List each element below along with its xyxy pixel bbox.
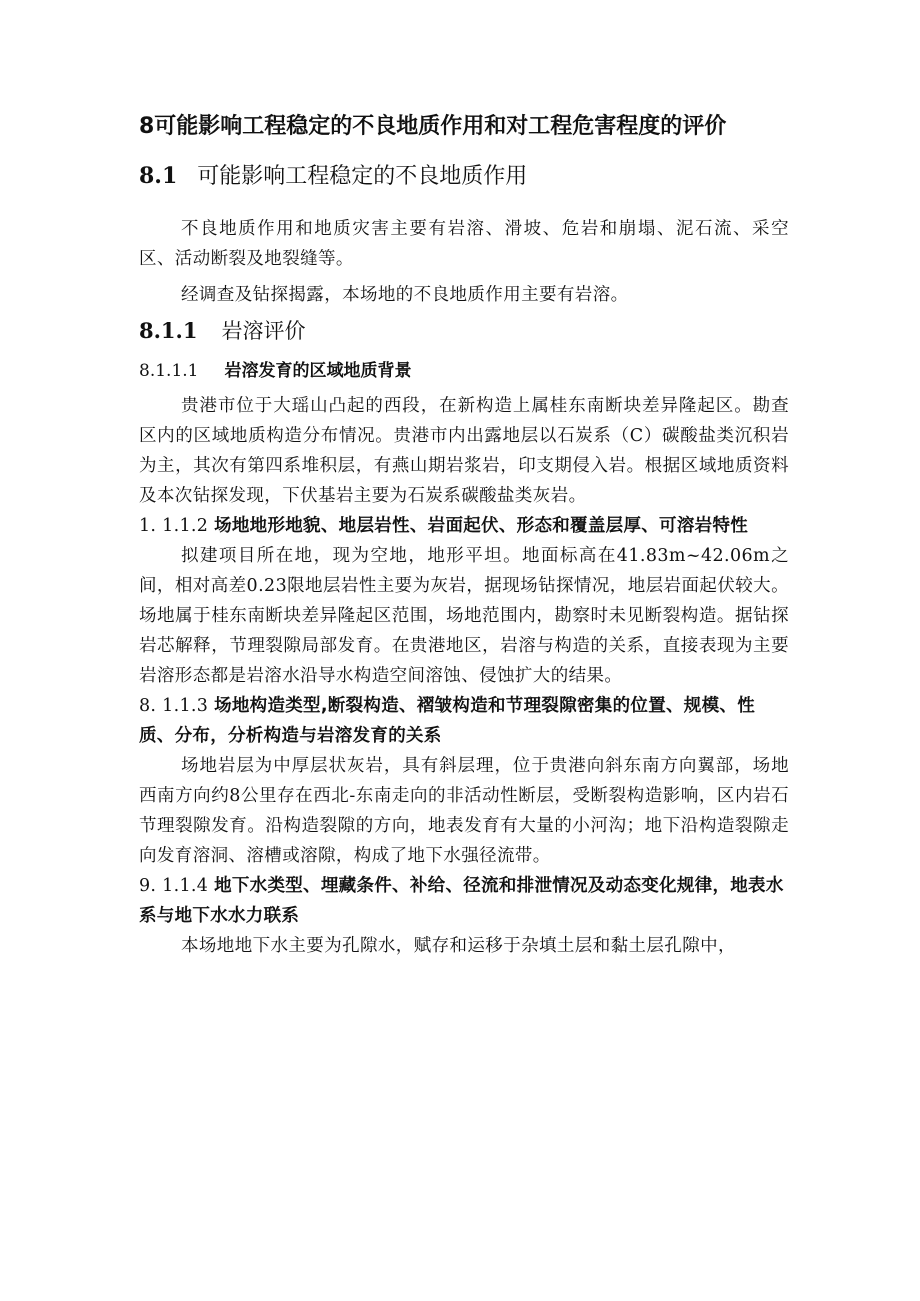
subsection-title: 地下水类型、埋藏条件、补给、径流和排泄情况及动态变化规律，地表水系与地下水水力联系 bbox=[139, 876, 784, 926]
section-heading-8-1-1-1 bbox=[139, 356, 789, 386]
section-title: 可能影响工程稳定的不良地质作用 bbox=[197, 164, 528, 189]
subsection-title: 场地构造类型,断裂构造、褶皱构造和节理裂隙密集的位置、规模、性质、分布，分析构造与岩溶发育的关系 bbox=[139, 696, 756, 746]
paragraph-structure: 场地岩层为中厚层状灰岩，具有斜层理，位于贵港向斜东南方向翼部，场地西南方向约8公里存在西北-东南走向的非活动性断层，受断裂构造影响，区内岩石节理裂隙发育。沿构造裂隙的方向，地表发育有大量的小河沟；地下沿构造裂隙走向发育溶洞、溶槽或溶隙，构成了地下水强径流带。 bbox=[139, 756, 789, 866]
paragraph-terrain: 拟建项目所在地，现为空地，地形平坦。地面标高在41.83m~42.06m之间，相对高差0.23限地层岩性主要为灰岩，据现场钻探情况，地层岩面起伏较大。场地属于桂东南断块差异隆起区范围，场地范围内，勘察时未见断裂构造。据钻探岩芯解释，节理裂隙局部发育。在贵港地区，岩溶与构造的关系，直接表现为主要岩溶形态都是岩溶水沿导水构造空间溶蚀、侵蚀扩大的结果。 bbox=[139, 546, 789, 686]
paragraph-groundwater: 本场地地下水主要为孔隙水，赋存和运移于杂填土层和黏土层孔隙中， bbox=[181, 936, 736, 956]
paragraph-regional-geology: 贵港市位于大瑶山凸起的西段，在新构造上属桂东南断块差异隆起区。勘查区内的区域地质构造分布情况。贵港市内出露地层以石炭系（C）碳酸盐类沉积岩为主，其次有第四系堆积层，有燕山期岩浆岩，印支期侵入岩。根据区域地质资料及本次钻探发现，下伏基岩主要为石炭系碳酸盐类灰岩。 bbox=[139, 396, 789, 506]
subsection-number: 1. 1.1.2 bbox=[139, 516, 215, 536]
section-number: 8.1.1 bbox=[139, 318, 198, 343]
section-heading-8-1-1 bbox=[139, 316, 789, 346]
section-heading-8-1 bbox=[139, 161, 789, 192]
subsection-heading-1-1-4 bbox=[139, 871, 789, 931]
paragraph-survey: 经调查及钻探揭露，本场地的不良地质作用主要有岩溶。 bbox=[181, 285, 629, 305]
subsection-title: 场地地形地貌、地层岩性、岩面起伏、形态和覆盖层厚、可溶岩特性 bbox=[214, 516, 749, 536]
subsection-heading-1-1-2 bbox=[139, 511, 789, 541]
subsection-heading-1-1-3 bbox=[139, 691, 789, 751]
paragraph-hazards: 不良地质作用和地质灾害主要有岩溶、滑坡、危岩和崩塌、泥石流、采空区、活动断裂及地裂缝等。 bbox=[139, 219, 789, 269]
document-page bbox=[139, 112, 789, 961]
section-title: 岩溶发育的区域地质背景 bbox=[224, 361, 412, 381]
main-heading: 8可能影响工程稳定的不良地质作用和对工程危害程度的评价 bbox=[139, 114, 727, 139]
section-title: 岩溶评价 bbox=[221, 319, 306, 343]
section-number: 8.1 bbox=[139, 163, 178, 189]
subsection-number: 8. 1.1.3 bbox=[139, 696, 215, 716]
section-number: 8.1.1.1 bbox=[139, 361, 199, 381]
subsection-number: 9. 1.1.4 bbox=[139, 876, 215, 896]
